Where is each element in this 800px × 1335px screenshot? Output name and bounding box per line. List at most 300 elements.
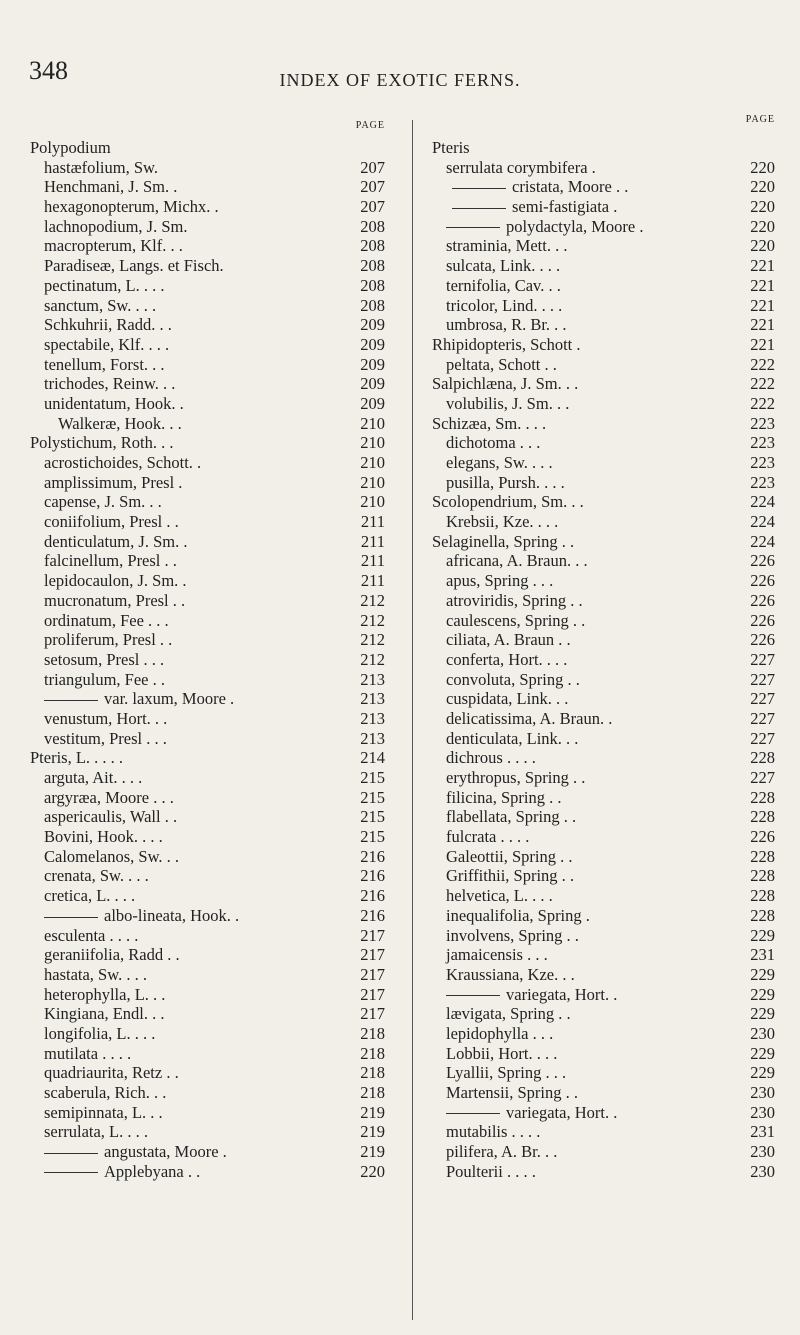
entry-text: Griffithii, Spring . . xyxy=(446,866,575,886)
entry-page: 228 xyxy=(750,866,775,886)
entry-page: 212 xyxy=(360,590,385,610)
entry-text: lævigata, Spring . . xyxy=(446,1004,571,1024)
index-entry xyxy=(30,138,385,158)
entry-page: 227 xyxy=(750,689,775,709)
index-entry xyxy=(432,926,775,946)
entry-text: Kraussiana, Kze. . . xyxy=(446,964,575,984)
entry-text: erythropus, Spring . . xyxy=(446,768,586,787)
entry-text: denticulatum, J. Sm. . xyxy=(44,531,188,551)
index-entry xyxy=(432,906,775,926)
entry-page: 229 xyxy=(750,984,775,1004)
index-entry xyxy=(30,1162,385,1182)
entry-text: argyræa, Moore . . . xyxy=(44,787,174,807)
ditto-dash xyxy=(44,1153,98,1154)
entry-text: tricolor, Lind. . . . xyxy=(446,295,563,315)
entry-text: cristata, Moore . . xyxy=(512,177,629,197)
index-entry xyxy=(432,748,775,768)
entry-text: Krebsii, Kze. . . . xyxy=(446,512,559,532)
entry-text: mucronatum, Presl . . xyxy=(44,590,186,610)
ditto-dash xyxy=(446,1113,500,1114)
index-entry xyxy=(30,177,385,197)
entry-page: 222 xyxy=(750,393,775,413)
entry-page: 215 xyxy=(360,827,385,847)
entry-text: Walkeræ, Hook. . . xyxy=(58,413,182,433)
index-entry xyxy=(30,335,385,355)
entry-page: 214 xyxy=(360,748,385,768)
entry-page: 229 xyxy=(750,1063,775,1083)
index-entry xyxy=(432,571,775,591)
entry-text: venustum, Hort. . . xyxy=(44,708,168,728)
index-entry xyxy=(432,414,775,434)
index-rows xyxy=(432,138,775,1181)
entry-page: 216 xyxy=(360,846,385,866)
entry-page: 217 xyxy=(360,984,385,1004)
index-entry xyxy=(30,650,385,670)
entry-text: hexagonopterum, Michx. . xyxy=(44,197,219,217)
entry-text: setosum, Presl . . . xyxy=(44,649,165,669)
index-entry xyxy=(432,1083,775,1103)
index-entry xyxy=(432,1024,775,1044)
entry-page: 223 xyxy=(750,413,775,433)
page-column-label: PAGE xyxy=(745,114,775,125)
index-entry xyxy=(30,414,385,434)
entry-page: 209 xyxy=(360,393,385,413)
index-entry xyxy=(30,1142,385,1162)
index-entry xyxy=(30,1103,385,1123)
index-entry xyxy=(30,985,385,1005)
running-head: INDEX OF EXOTIC FERNS. xyxy=(279,70,521,90)
index-entry xyxy=(432,1044,775,1064)
entry-text: proliferum, Presl . . xyxy=(44,630,173,650)
index-entry xyxy=(30,630,385,650)
index-entry xyxy=(432,512,775,532)
entry-page: 223 xyxy=(750,472,775,492)
index-entry xyxy=(432,847,775,867)
index-entry xyxy=(30,571,385,591)
entry-text: arguta, Ait. . . . xyxy=(44,768,143,787)
entry-text: mutabilis . . . . xyxy=(446,1122,541,1142)
entry-page: 228 xyxy=(750,748,775,768)
entry-page: 220 xyxy=(360,1161,385,1181)
entry-page: 221 xyxy=(750,295,775,315)
entry-page: 207 xyxy=(360,157,385,177)
index-entry xyxy=(432,1004,775,1024)
entry-page: 228 xyxy=(750,905,775,925)
index-column-right xyxy=(432,114,775,1181)
entry-page: 230 xyxy=(750,1102,775,1122)
index-entry xyxy=(30,355,385,375)
entry-page: 231 xyxy=(750,945,775,965)
ditto-dash xyxy=(446,995,500,996)
entry-text: Polypodium xyxy=(30,138,111,157)
index-entry xyxy=(432,158,775,178)
entry-text: lachnopodium, J. Sm. xyxy=(44,216,188,236)
entry-page: 223 xyxy=(750,453,775,472)
index-entry xyxy=(432,886,775,906)
index-entry xyxy=(432,945,775,965)
entry-page: 227 xyxy=(750,768,775,787)
entry-page: 215 xyxy=(360,807,385,827)
index-entry xyxy=(432,807,775,827)
entry-text: vestitum, Presl . . . xyxy=(44,728,167,748)
index-entry xyxy=(30,591,385,611)
entry-page: 228 xyxy=(750,846,775,866)
entry-text: crenata, Sw. . . . xyxy=(44,866,149,886)
entry-page: 207 xyxy=(360,197,385,217)
index-entry xyxy=(30,768,385,788)
entry-text: longifolia, L. . . . xyxy=(44,1023,156,1043)
index-entry xyxy=(30,296,385,316)
entry-page: 210 xyxy=(360,472,385,492)
entry-text: Schkuhrii, Radd. . . xyxy=(44,315,172,335)
index-entry xyxy=(30,945,385,965)
entry-page: 229 xyxy=(750,925,775,945)
entry-page: 221 xyxy=(750,275,775,295)
index-entry xyxy=(432,650,775,670)
entry-text: Rhipidopteris, Schott . xyxy=(432,334,581,354)
index-entry xyxy=(432,1063,775,1083)
entry-page: 216 xyxy=(360,905,385,925)
index-entry xyxy=(30,276,385,296)
index-entry xyxy=(432,689,775,709)
ditto-dash xyxy=(452,188,506,189)
entry-text: volubilis, J. Sm. . . xyxy=(446,393,570,413)
index-entry xyxy=(432,1122,775,1142)
ditto-dash xyxy=(446,227,500,228)
index-entry xyxy=(30,433,385,453)
entry-page: 211 xyxy=(360,551,385,571)
entry-text: africana, A. Braun. . . xyxy=(446,551,588,571)
index-entry xyxy=(432,1142,775,1162)
page-number: 348 xyxy=(29,56,68,85)
entry-text: elegans, Sw. . . . xyxy=(446,453,553,472)
index-entry xyxy=(432,217,775,237)
entry-text: heterophylla, L. . . xyxy=(44,984,166,1004)
entry-text: delicatissima, A. Braun. . xyxy=(446,708,613,728)
ditto-dash xyxy=(452,208,506,209)
entry-page: 212 xyxy=(360,630,385,650)
entry-page: 228 xyxy=(750,886,775,906)
entry-text: atroviridis, Spring . . xyxy=(446,590,583,610)
entry-text: Pteris, L. . . . . xyxy=(30,748,124,768)
entry-page: 229 xyxy=(750,1004,775,1024)
entry-page: 230 xyxy=(750,1023,775,1043)
entry-text: peltata, Schott . . xyxy=(446,354,557,374)
index-rows xyxy=(30,138,385,1181)
index-entry xyxy=(432,630,775,650)
entry-page: 207 xyxy=(360,177,385,197)
entry-text: Galeottii, Spring . . xyxy=(446,846,573,866)
index-entry xyxy=(30,374,385,394)
index-entry xyxy=(30,827,385,847)
entry-page: 227 xyxy=(750,669,775,689)
entry-text: Henchmani, J. Sm. . xyxy=(44,177,178,197)
entry-text: hastæfolium, Sw. xyxy=(44,157,158,177)
entry-text: denticulata, Link. . . xyxy=(446,728,579,748)
entry-text: Bovini, Hook. . . . xyxy=(44,827,163,847)
entry-page: 223 xyxy=(750,433,775,453)
index-entry xyxy=(30,689,385,709)
entry-text: esculenta . . . . xyxy=(44,925,139,945)
entry-text: coniifolium, Presl . . xyxy=(44,512,179,532)
entry-text: jamaicensis . . . xyxy=(446,945,548,965)
entry-text: fulcrata . . . . xyxy=(446,827,530,847)
entry-page: 215 xyxy=(360,787,385,807)
entry-page: 211 xyxy=(360,512,385,532)
index-entry xyxy=(30,256,385,276)
index-entry xyxy=(30,886,385,906)
entry-page: 211 xyxy=(360,571,385,591)
entry-text: pusilla, Pursh. . . . xyxy=(446,472,565,492)
index-entry xyxy=(30,906,385,926)
entry-page: 210 xyxy=(360,413,385,433)
entry-page: 231 xyxy=(750,1122,775,1142)
entry-page: 219 xyxy=(360,1122,385,1142)
index-entry xyxy=(30,709,385,729)
entry-text: var. laxum, Moore . xyxy=(104,689,235,709)
index-entry xyxy=(30,847,385,867)
entry-text: Polystichum, Roth. . . xyxy=(30,433,174,453)
entry-text: caulescens, Spring . . xyxy=(446,610,586,630)
index-entry xyxy=(432,532,775,552)
entry-text: lepidocaulon, J. Sm. . xyxy=(44,571,187,591)
entry-page: 219 xyxy=(360,1142,385,1162)
index-entry xyxy=(30,512,385,532)
entry-text: amplissimum, Presl . xyxy=(44,472,183,492)
index-entry xyxy=(432,276,775,296)
entry-page: 208 xyxy=(360,295,385,315)
entry-text: unidentatum, Hook. . xyxy=(44,393,184,413)
entry-text: inequalifolia, Spring . xyxy=(446,905,590,925)
entry-text: Salpichlæna, J. Sm. . . xyxy=(432,374,579,394)
ditto-dash xyxy=(44,700,98,701)
entry-text: pectinatum, L. . . . xyxy=(44,275,165,295)
index-entry xyxy=(432,335,775,355)
page-column-label: PAGE xyxy=(355,120,385,131)
entry-text: acrostichoides, Schott. . xyxy=(44,453,202,472)
entry-text: Pteris xyxy=(432,138,470,157)
entry-text: macropterum, Klf. . . xyxy=(44,236,183,256)
entry-page: 228 xyxy=(750,807,775,827)
entry-page: 227 xyxy=(750,728,775,748)
index-entry xyxy=(30,532,385,552)
entry-text: spectabile, Klf. . . . xyxy=(44,334,170,354)
entry-text: angustata, Moore . xyxy=(104,1142,227,1162)
index-entry xyxy=(30,453,385,473)
entry-page: 210 xyxy=(360,433,385,453)
entry-page: 220 xyxy=(750,177,775,197)
entry-page: 213 xyxy=(360,728,385,748)
index-entry xyxy=(432,866,775,886)
entry-text: ternifolia, Cav. . . xyxy=(446,275,561,295)
entry-page: 217 xyxy=(360,1004,385,1024)
index-entry xyxy=(30,315,385,335)
entry-page: 226 xyxy=(750,590,775,610)
entry-page: 218 xyxy=(360,1043,385,1063)
entry-page: 213 xyxy=(360,708,385,728)
entry-text: albo-lineata, Hook. . xyxy=(104,905,240,925)
entry-page: 220 xyxy=(750,236,775,256)
entry-page: 216 xyxy=(360,866,385,886)
entry-text: trichodes, Reinw. . . xyxy=(44,374,176,394)
index-entry xyxy=(30,926,385,946)
entry-text: convoluta, Spring . . xyxy=(446,669,580,689)
entry-page: 226 xyxy=(750,827,775,847)
entry-page: 230 xyxy=(750,1142,775,1162)
entry-page: 226 xyxy=(750,571,775,591)
entry-text: cretica, L. . . . xyxy=(44,886,136,906)
index-entry xyxy=(432,611,775,631)
index-entry xyxy=(30,1122,385,1142)
index-entry xyxy=(30,236,385,256)
index-entry xyxy=(30,1024,385,1044)
index-entry xyxy=(30,1083,385,1103)
entry-text: helvetica, L. . . . xyxy=(446,886,553,906)
entry-page: 217 xyxy=(360,964,385,984)
entry-text: involvens, Spring . . xyxy=(446,925,579,945)
entry-text: variegata, Hort. . xyxy=(506,984,618,1004)
index-entry xyxy=(432,394,775,414)
entry-page: 213 xyxy=(360,669,385,689)
index-entry xyxy=(432,374,775,394)
index-entry xyxy=(432,315,775,335)
index-entry xyxy=(30,866,385,886)
entry-text: semipinnata, L. . . xyxy=(44,1102,163,1122)
entry-text: Calomelanos, Sw. . . xyxy=(44,846,180,866)
entry-page: 220 xyxy=(750,157,775,177)
index-entry xyxy=(432,670,775,690)
index-entry xyxy=(432,177,775,197)
index-entry xyxy=(432,197,775,217)
entry-page: 219 xyxy=(360,1102,385,1122)
entry-text: serrulata corymbifera . xyxy=(446,157,596,177)
entry-text: lepidophylla . . . xyxy=(446,1023,554,1043)
entry-text: Scolopendrium, Sm. . . xyxy=(432,492,584,512)
entry-page: 208 xyxy=(360,216,385,236)
entry-page: 226 xyxy=(750,630,775,650)
entry-page: 227 xyxy=(750,649,775,669)
entry-text: Applebyana . . xyxy=(104,1161,201,1181)
index-entry xyxy=(30,807,385,827)
entry-text: Paradiseæ, Langs. et Fisch. xyxy=(44,256,224,276)
entry-page: 220 xyxy=(750,197,775,217)
entry-page: 210 xyxy=(360,492,385,512)
index-entry xyxy=(432,788,775,808)
entry-page: 209 xyxy=(360,374,385,394)
entry-page: 229 xyxy=(750,964,775,984)
entry-text: dichrous . . . . xyxy=(446,748,536,768)
entry-page: 217 xyxy=(360,925,385,945)
index-entry xyxy=(30,217,385,237)
index-entry xyxy=(432,965,775,985)
index-entry xyxy=(432,1103,775,1123)
entry-text: Martensii, Spring . . xyxy=(446,1083,578,1102)
entry-text: tenellum, Forst. . . xyxy=(44,354,165,374)
entry-text: hastata, Sw. . . . xyxy=(44,964,147,984)
entry-page: 215 xyxy=(360,768,385,787)
entry-text: conferta, Hort. . . . xyxy=(446,649,568,669)
entry-page: 226 xyxy=(750,551,775,571)
index-entry xyxy=(30,197,385,217)
entry-page: 209 xyxy=(360,354,385,374)
entry-page: 226 xyxy=(750,610,775,630)
ditto-dash xyxy=(44,917,98,918)
entry-page: 213 xyxy=(360,689,385,709)
entry-page: 209 xyxy=(360,315,385,335)
entry-text: semi-fastigiata . xyxy=(512,197,618,217)
index-entry xyxy=(30,965,385,985)
index-entry xyxy=(432,236,775,256)
entry-page: 218 xyxy=(360,1023,385,1043)
entry-page: 217 xyxy=(360,945,385,965)
entry-page: 227 xyxy=(750,708,775,728)
index-entry xyxy=(30,158,385,178)
index-entry xyxy=(30,394,385,414)
entry-text: variegata, Hort. . xyxy=(506,1102,618,1122)
index-entry xyxy=(30,492,385,512)
entry-page: 218 xyxy=(360,1063,385,1083)
index-entry xyxy=(432,827,775,847)
index-entry xyxy=(432,473,775,493)
entry-text: aspericaulis, Wall . . xyxy=(44,807,178,827)
index-entry xyxy=(432,256,775,276)
entry-text: Kingiana, Endl. . . xyxy=(44,1004,165,1024)
index-entry xyxy=(432,729,775,749)
index-column-left xyxy=(30,120,385,1181)
entry-page: 224 xyxy=(750,512,775,532)
entry-page: 230 xyxy=(750,1083,775,1102)
index-entry xyxy=(30,1044,385,1064)
entry-page: 212 xyxy=(360,610,385,630)
entry-page: 212 xyxy=(360,649,385,669)
entry-text: Poulterii . . . . xyxy=(446,1161,536,1181)
entry-text: cuspidata, Link. . . xyxy=(446,689,569,709)
entry-page: 208 xyxy=(360,256,385,276)
index-entry xyxy=(30,670,385,690)
index-entry xyxy=(30,788,385,808)
entry-text: capense, J. Sm. . . xyxy=(44,492,162,512)
entry-text: Lobbii, Hort. . . . xyxy=(446,1043,558,1063)
entry-page: 229 xyxy=(750,1043,775,1063)
entry-text: sulcata, Link. . . . xyxy=(446,256,561,276)
entry-text: apus, Spring . . . xyxy=(446,571,554,591)
entry-text: filicina, Spring . . xyxy=(446,787,562,807)
index-entry xyxy=(432,551,775,571)
entry-text: ciliata, A. Braun . . xyxy=(446,630,571,650)
entry-text: geraniifolia, Radd . . xyxy=(44,945,180,965)
index-entry xyxy=(432,453,775,473)
entry-page: 221 xyxy=(750,315,775,335)
entry-text: falcinellum, Presl . . xyxy=(44,551,177,571)
entry-page: 224 xyxy=(750,531,775,551)
entry-text: sanctum, Sw. . . . xyxy=(44,295,157,315)
index-entry xyxy=(30,748,385,768)
entry-page: 230 xyxy=(750,1161,775,1181)
index-entry xyxy=(432,985,775,1005)
entry-text: serrulata, L. . . . xyxy=(44,1122,149,1142)
entry-page: 228 xyxy=(750,787,775,807)
entry-text: umbrosa, R. Br. . . xyxy=(446,315,567,335)
entry-text: ordinatum, Fee . . . xyxy=(44,610,169,630)
entry-page: 216 xyxy=(360,886,385,906)
index-entry xyxy=(432,1162,775,1182)
index-entry xyxy=(30,729,385,749)
entry-page: 224 xyxy=(750,492,775,512)
entry-text: polydactyla, Moore . xyxy=(506,216,644,236)
entry-text: mutilata . . . . xyxy=(44,1043,132,1063)
entry-page: 208 xyxy=(360,275,385,295)
entry-page: 210 xyxy=(360,453,385,472)
